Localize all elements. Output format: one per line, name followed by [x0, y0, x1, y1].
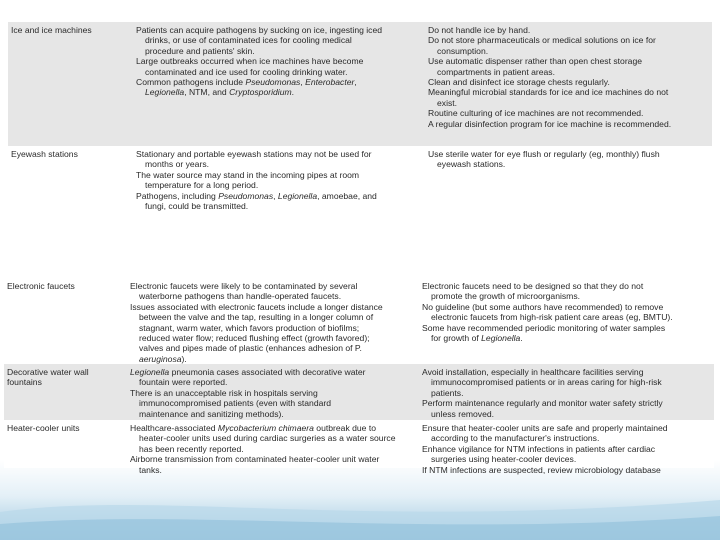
- table-excerpt-top: [8, 22, 712, 218]
- cell-text-line: waterborne pathogens than handle-operated faucets.: [139, 291, 342, 302]
- cell-text-line: has been recently reported.: [139, 443, 244, 454]
- setting-cell: Eyewash stations: [11, 149, 78, 159]
- cell-text-line: compartments in patient areas.: [437, 66, 555, 77]
- cell-text-line: reduced water flow; reduced flushing effect (growth favored);: [139, 333, 370, 344]
- recommendation-cell: [428, 25, 712, 129]
- cell-text-line: exist.: [437, 97, 458, 108]
- cell-text-line: The water source may stand in the incoming pipes at room: [136, 169, 360, 180]
- cell-text-line: Healthcare-associated Mycobacterium chimaera outbreak due to: [130, 423, 377, 433]
- cell-text-line: eyewash stations.: [437, 159, 506, 170]
- cell-text-line: Legionella pneumonia cases associated with decorative water: [130, 367, 366, 377]
- organism-name: aeruginosa: [139, 353, 182, 364]
- cell-text-line: Do not handle ice by hand.: [428, 25, 531, 35]
- cell-text-line: There is an unacceptable risk in hospitals serving: [130, 387, 318, 398]
- table-row-decorative-fountains: [4, 364, 714, 420]
- cell-text-line: Pathogens, including Pseudomonas, Legionella, amoebae, and: [136, 190, 377, 201]
- cell-text-line: drinks, or use of contaminated ices for cooling medical: [145, 35, 352, 46]
- cell-text-line: months or years.: [145, 159, 209, 170]
- table-row-ice-machines: [8, 22, 712, 146]
- cell-text-line: unless removed.: [431, 408, 495, 419]
- organism-name: Legionella: [277, 190, 318, 201]
- cell-text-line: tanks.: [139, 464, 162, 475]
- cell-text-line: consumption.: [437, 45, 489, 56]
- cell-text-line: immunocompromised patients or in areas caring for high-risk: [431, 377, 662, 388]
- cell-text-line: for growth of Legionella.: [431, 333, 523, 344]
- cell-text-line: Patients can acquire pathogens by sucking on ice, ingesting iced: [136, 25, 383, 35]
- setting-cell: Heater-cooler units: [7, 423, 80, 433]
- cell-text-line: Electronic faucets need to be designed so that they do not: [422, 281, 644, 291]
- cell-text-line: patients.: [431, 387, 464, 398]
- cell-text-line: Avoid installation, especially in healthcare facilities serving: [422, 367, 644, 377]
- cell-text-line: valves and pipes made of plastic (enhances adhesion of P.: [139, 343, 362, 354]
- cell-text-line: Do not store pharmaceuticals or medical solutions on ice for: [428, 35, 656, 46]
- cell-text-line: Ensure that heater-cooler units are safe and properly maintained: [422, 423, 668, 433]
- cell-text-line: Legionella, NTM, and Cryptosporidium.: [145, 87, 295, 98]
- setting-cell: Decorative water wall fountains: [7, 367, 89, 388]
- cell-text-line: electronic faucets from high-risk patient care areas (eg, BMTU).: [431, 312, 673, 323]
- cell-text-line: fungi, could be transmitted.: [145, 201, 249, 212]
- cell-text-line: contaminated and ice used for cooling drinking water.: [145, 66, 348, 77]
- risk-cell: [130, 423, 416, 475]
- cell-text-line: Electronic faucets were likely to be contaminated by several: [130, 281, 358, 291]
- recommendation-cell: [422, 367, 706, 419]
- organism-name: Pseudomonas: [245, 77, 301, 88]
- organism-name: Legionella: [481, 333, 521, 344]
- cell-text-line: Issues associated with electronic faucets include a longer distance: [130, 301, 383, 312]
- cell-text-line: Common pathogens include Pseudomonas, Enterobacter,: [136, 77, 357, 88]
- cell-text-line: Airborne transmission from contaminated heater-cooler unit water: [130, 454, 380, 465]
- cell-text-line: No guideline (but some authors have recommended) to remove: [422, 301, 664, 312]
- table-row-electronic-faucets: [4, 278, 714, 364]
- organism-name: Legionella: [130, 367, 170, 377]
- cell-text-line: Some have recommended periodic monitoring of water samples: [422, 322, 666, 333]
- table-excerpt-bottom: [4, 278, 714, 475]
- setting-cell: Ice and ice machines: [11, 25, 92, 35]
- table-row-eyewash-stations: [8, 146, 712, 218]
- cell-text-line: Clean and disinfect ice storage chests regularly.: [428, 77, 610, 88]
- recommendation-cell: [422, 423, 706, 475]
- organism-name: Cryptosporidium: [229, 87, 292, 98]
- cell-text-line: surgeries using heater-cooler devices.: [431, 454, 577, 465]
- cell-text-line: Use sterile water for eye flush or regularly (eg, monthly) flush: [428, 149, 660, 159]
- cell-text-line: promote the growth of microorganisms.: [431, 291, 581, 302]
- recommendation-cell: [422, 281, 706, 343]
- recommendation-cell: [428, 149, 712, 170]
- setting-cell: Electronic faucets: [7, 281, 75, 291]
- cell-text-line: maintenance and sanitizing methods).: [139, 408, 284, 419]
- organism-name: Pseudomonas: [218, 190, 274, 201]
- cell-text-line: Perform maintenance regularly and monitor water safety strictly: [422, 398, 663, 409]
- table-row-heater-cooler-units: [4, 420, 714, 475]
- cell-text-line: A regular disinfection program for ice machine is recommended.: [428, 118, 672, 129]
- cell-text-line: Stationary and portable eyewash stations may not be used for: [136, 149, 372, 159]
- cell-text-line: heater-cooler units used during cardiac surgeries as a water source: [139, 433, 396, 444]
- cell-text-line: Enhance vigilance for NTM infections in patients after cardiac: [422, 443, 656, 454]
- cell-text-line: fountain were reported.: [139, 377, 228, 388]
- cell-text-line: according to the manufacturer's instructions.: [431, 433, 600, 444]
- cell-text-line: aeruginosa).: [139, 353, 187, 364]
- cell-text-line: stagnant, warm water, which favors production of biofilms;: [139, 322, 360, 333]
- cell-text-line: If NTM infections are suspected, review microbiology database: [422, 464, 661, 475]
- cell-text-line: procedure and patients' skin.: [145, 45, 255, 56]
- cell-text-line: Use automatic dispenser rather than open chest storage: [428, 56, 643, 67]
- cell-text-line: Large outbreaks occurred when ice machines have become: [136, 56, 364, 67]
- cell-text-line: between the valve and the tap, resulting in a longer column of: [139, 312, 374, 323]
- organism-name: Enterobacter: [305, 77, 355, 88]
- cell-text-line: immunocompromised patients (even with standard: [139, 398, 332, 409]
- cell-text-line: Meaningful microbial standards for ice and ice machines do not: [428, 87, 669, 98]
- risk-cell: [136, 149, 422, 211]
- cell-text-line: Routine culturing of ice machines are not recommended.: [428, 108, 644, 119]
- organism-name: Mycobacterium chimaera: [217, 423, 314, 433]
- risk-cell: [136, 25, 422, 98]
- risk-cell: [130, 281, 416, 364]
- cell-text-line: temperature for a long period.: [145, 180, 259, 191]
- risk-cell: [130, 367, 416, 419]
- organism-name: Legionella: [145, 87, 185, 98]
